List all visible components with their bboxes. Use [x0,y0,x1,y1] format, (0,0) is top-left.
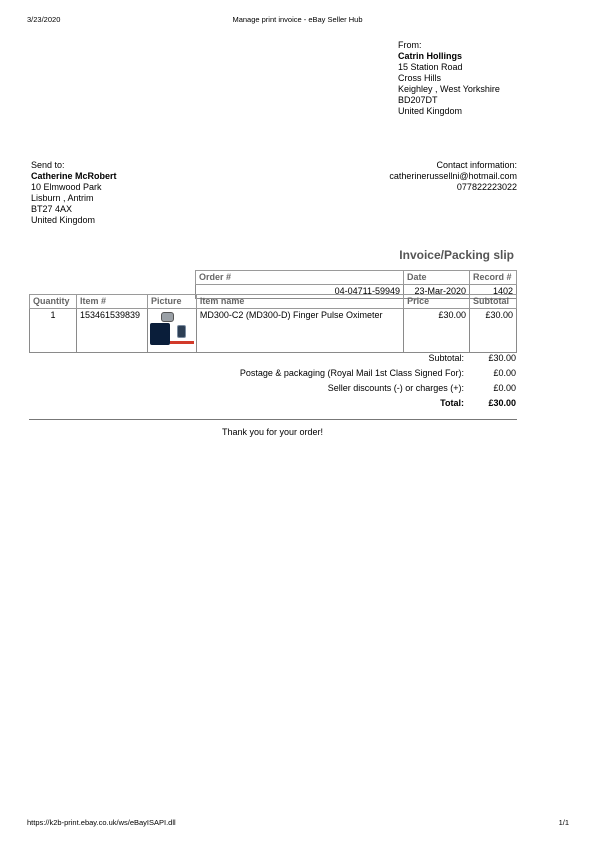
contact-information-block [389,160,517,193]
contact-phone: 077822223022 [456,181,517,192]
print-url: https://k2b-print.ebay.co.uk/ws/eBayISAPI.dll [27,818,176,827]
send-to-address-line: Lisburn , Antrim [31,192,94,203]
subtotal-header: Subtotal [469,295,516,309]
send-to-label: Send to: [31,160,65,170]
postage-value: £0.00 [493,368,516,378]
total-label: Total: [440,398,464,408]
divider [29,419,517,420]
thank-you-message: Thank you for your order! [221,427,324,437]
order-number: 04-04711-59949 [196,285,404,299]
send-to-address-line: 10 Elmwood Park [31,181,102,192]
send-to-country: United Kingdom [31,214,96,225]
items-table [29,294,517,353]
product-thumbnail-image [148,311,195,349]
item-name: MD300-C2 (MD300-D) Finger Pulse Oximeter [196,309,403,353]
from-address-line: Keighley , West Yorkshire [398,83,500,94]
buyer-name: Catherine McRobert [31,170,117,181]
item-price: £30.00 [404,309,470,353]
discounts-label: Seller discounts (-) or charges (+): [327,383,464,393]
discounts-value: £0.00 [493,383,516,393]
picture-header: Picture [147,295,196,309]
table-row [30,309,517,353]
from-country: United Kingdom [398,105,463,116]
contact-email: catherinerussellni@hotmail.com [389,170,517,181]
item-picture-cell [147,309,196,353]
order-number-header: Order # [196,271,404,285]
price-header: Price [404,295,470,309]
print-page-number: 1/1 [558,818,569,827]
from-address-line: 15 Station Road [398,61,463,72]
record-number: 1402 [470,285,517,299]
item-number: 153461539839 [76,309,147,353]
invoice-title: Invoice/Packing slip [399,248,514,262]
item-number-header: Item # [76,295,147,309]
print-page-title: Manage print invoice - eBay Seller Hub [232,15,363,24]
print-date: 3/23/2020 [27,15,61,24]
seller-name: Catrin Hollings [398,50,463,61]
from-label: From: [398,40,422,50]
item-name-header: Item name [196,295,403,309]
from-address-line: Cross Hills [398,72,442,83]
date-header: Date [404,271,470,285]
from-postcode: BD207DT [398,94,438,105]
quantity-header: Quantity [30,295,77,309]
total-value: £30.00 [488,398,516,408]
contact-label: Contact information: [436,160,517,170]
order-date: 23-Mar-2020 [404,285,470,299]
item-subtotal: £30.00 [469,309,516,353]
item-quantity: 1 [30,309,77,353]
record-number-header: Record # [470,271,517,285]
postage-label: Postage & packaging (Royal Mail 1st Class Signed For): [239,368,464,378]
subtotal-value: £30.00 [488,353,516,363]
send-to-postcode: BT27 4AX [31,203,73,214]
send-to-address-block [31,160,117,226]
subtotal-label: Subtotal: [428,353,464,363]
from-address-block [398,40,500,117]
